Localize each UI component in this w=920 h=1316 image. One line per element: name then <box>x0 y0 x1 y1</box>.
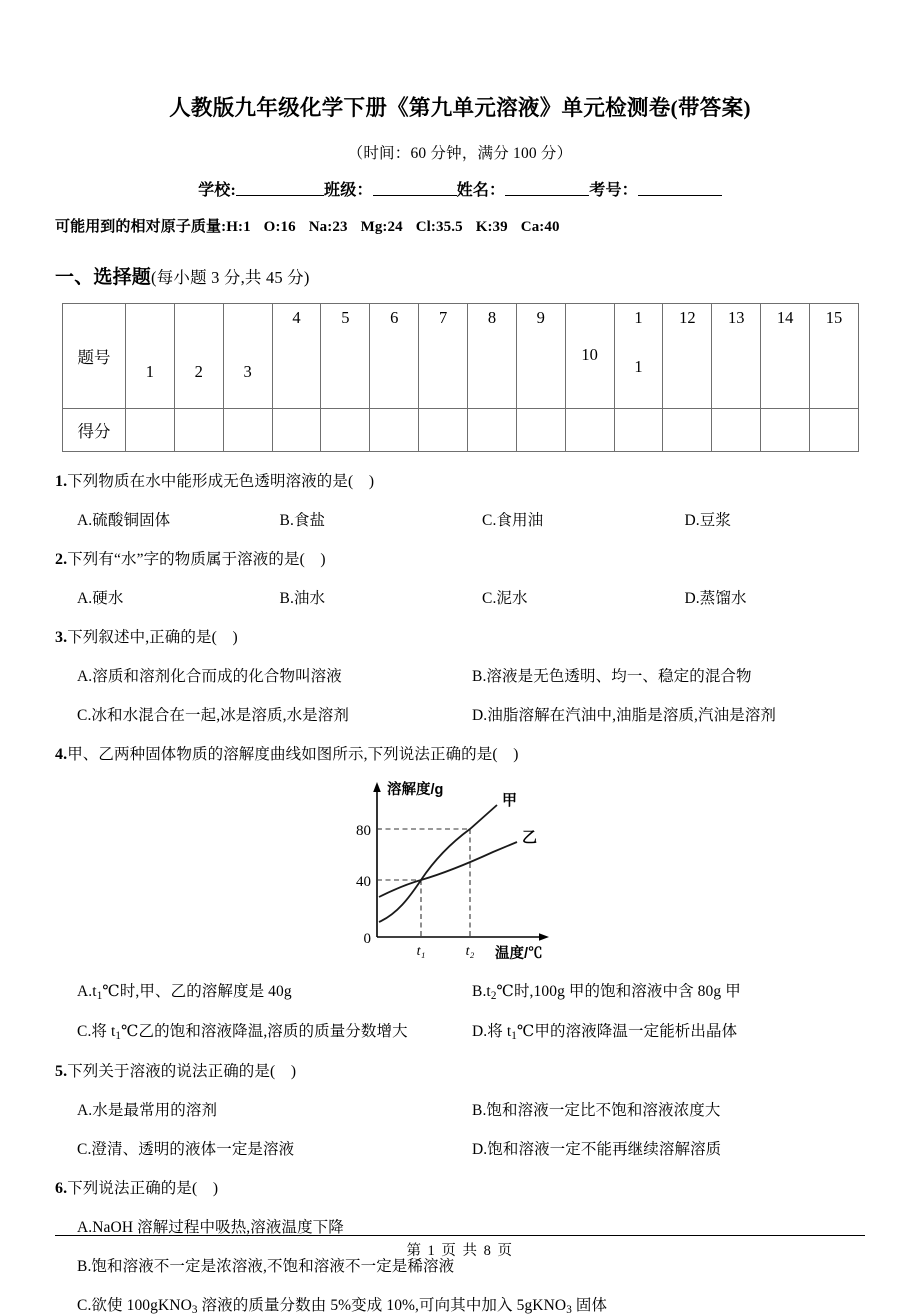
atomic-mass-h: H:1 <box>226 218 251 235</box>
table-row-question-numbers <box>63 303 859 408</box>
question-4-option-b[interactable]: $B.t_2℃$时,100g 甲的饱和溶液中含 80g 甲 <box>472 982 741 1002</box>
atomic-mass-mg: Mg:24 <box>360 218 403 235</box>
question-6-option-b[interactable]: B.饱和溶液不一定是浓溶液,不饱和溶液不一定是稀溶液 <box>77 1258 455 1276</box>
score-cell-10[interactable] <box>565 408 614 451</box>
question-4-text: 甲、乙两种固体物质的溶解度曲线如图所示,下列说法正确的是( ) <box>67 745 519 763</box>
question-number-cell-7: 7 <box>419 303 468 408</box>
score-cell-14[interactable] <box>761 408 810 451</box>
name-label: 姓名： <box>456 181 506 199</box>
question-3-option-d[interactable]: D.油脂溶解在汽油中,油脂是溶质,汽油是溶剂 <box>472 706 777 724</box>
series-label-jia: 甲 <box>502 791 518 809</box>
y-tick-40: 40 <box>356 873 371 890</box>
question-number-cell-8: 8 <box>468 303 517 408</box>
question-3-stem <box>55 608 865 647</box>
school-label: 学校: <box>198 181 237 199</box>
row-label-question-number: 题号 <box>63 303 126 408</box>
question-number-cell-4: 4 <box>272 303 321 408</box>
atomic-mass-prefix: 可能用到的相对原子质量: <box>55 218 227 235</box>
question-3-options <box>55 647 865 725</box>
question-2-option-c[interactable]: C.泥水 <box>482 589 528 607</box>
examid-blank[interactable] <box>638 195 722 196</box>
series-label-yi: 乙 <box>522 828 538 846</box>
question-4-option-a[interactable]: $A.t_1℃$时,甲、乙的溶解度是 40g <box>77 982 292 1002</box>
question-2-option-a[interactable]: A.硬水 <box>77 589 124 607</box>
section-heading-main: 一、选择题 <box>55 266 152 288</box>
question-5-option-a[interactable]: A.水是最常用的溶剂 <box>77 1102 218 1120</box>
question-3-option-c[interactable]: C.冰和水混合在一起,冰是溶质,水是溶剂 <box>77 706 349 724</box>
page-number: 第 1 页 共 8 页 <box>406 1243 514 1259</box>
page-title: 人教版九年级化学下册《第九单元溶液》单元检测卷(带答案) <box>169 96 751 120</box>
question-number-cell-3: 3 <box>223 303 272 408</box>
solubility-curve-figure <box>55 764 865 962</box>
score-cell-6[interactable] <box>370 408 419 451</box>
solubility-chart-svg <box>345 772 575 962</box>
question-1-option-b[interactable]: B.食盐 <box>279 511 326 529</box>
section-heading-sub: (每小题 3 分,共 45 分) <box>151 267 310 287</box>
row-label-score: 得分 <box>63 408 126 451</box>
name-blank[interactable] <box>505 195 589 196</box>
atomic-mass-k: K:39 <box>475 218 508 235</box>
question-5-option-c[interactable]: C.澄清、透明的液体一定是溶液 <box>77 1141 295 1159</box>
question-1-options <box>55 491 865 530</box>
question-number-cell-15: 15 <box>810 303 859 408</box>
question-number-cell-9: 9 <box>516 303 565 408</box>
question-number-cell-1: 1 <box>126 303 175 408</box>
atomic-mass-cl: Cl:35.5 <box>415 218 463 235</box>
question-number-cell-13: 13 <box>712 303 761 408</box>
question-number-cell-12: 12 <box>663 303 712 408</box>
score-cell-12[interactable] <box>663 408 712 451</box>
footer-divider <box>55 1235 865 1236</box>
curve-series-jia <box>379 805 497 922</box>
score-cell-1[interactable] <box>126 408 175 451</box>
x-axis-arrow <box>539 933 549 941</box>
question-3-text: 下列叙述中,正确的是( ) <box>67 628 238 646</box>
question-5-number: 5. <box>55 1063 68 1081</box>
question-5-stem <box>55 1042 865 1081</box>
score-cell-9[interactable] <box>516 408 565 451</box>
x-tick-t1: t₁ <box>416 943 426 959</box>
score-cell-4[interactable] <box>272 408 321 451</box>
y-tick-80: 80 <box>356 822 371 839</box>
score-cell-8[interactable] <box>468 408 517 451</box>
question-1-text: 下列物质在水中能形成无色透明溶液的是( ) <box>67 472 375 490</box>
question-4-option-c[interactable]: C.将 $t_1℃$乙的饱和溶液降温,溶质的质量分数增大 <box>77 1022 408 1043</box>
question-number-cell-11: 1 1 <box>614 303 663 408</box>
question-1-number: 1. <box>55 472 68 490</box>
question-2-stem <box>55 530 865 569</box>
question-number-cell-5: 5 <box>321 303 370 408</box>
score-cell-5[interactable] <box>321 408 370 451</box>
x-axis-label: 温度/℃ <box>495 945 543 962</box>
class-blank[interactable] <box>373 195 457 196</box>
section-heading <box>55 236 865 289</box>
school-blank[interactable] <box>236 195 324 196</box>
question-2-option-d[interactable]: D.蒸馏水 <box>684 589 747 607</box>
question-5-option-d[interactable]: D.饱和溶液一定不能再继续溶解溶质 <box>472 1141 722 1159</box>
y-axis-arrow <box>373 782 381 792</box>
score-cell-11[interactable] <box>614 408 663 451</box>
exam-subtitle: （时间：60 分钟，满分 100 分） <box>347 144 573 162</box>
student-info-line <box>55 163 865 200</box>
question-4-stem <box>55 725 865 764</box>
question-number-cell-14: 14 <box>761 303 810 408</box>
question-2-number: 2. <box>55 550 68 568</box>
y-tick-0: 0 <box>363 930 371 947</box>
examid-label: 考号： <box>589 181 638 199</box>
question-3-option-a[interactable]: A.溶质和溶剂化合而成的化合物叫溶液 <box>77 667 342 685</box>
answer-grid-table <box>62 303 859 452</box>
atomic-mass-line <box>55 200 865 236</box>
question-number-cell-10: 10 <box>565 303 614 408</box>
score-cell-7[interactable] <box>419 408 468 451</box>
question-1-option-d[interactable]: D.豆浆 <box>684 511 731 529</box>
question-2-option-b[interactable]: B.油水 <box>279 589 326 607</box>
curve-series-yi <box>379 842 517 897</box>
question-4-options <box>55 962 865 1042</box>
question-2-options <box>55 569 865 608</box>
question-1-stem <box>55 452 865 491</box>
question-6-text: 下列说法正确的是( ) <box>67 1180 219 1198</box>
atomic-mass-ca: Ca:40 <box>520 218 560 235</box>
question-3-number: 3. <box>55 628 68 646</box>
question-6-stem <box>55 1159 865 1198</box>
question-5-option-b[interactable]: B.饱和溶液一定比不饱和溶液浓度大 <box>472 1102 721 1120</box>
question-3-option-b[interactable]: B.溶液是无色透明、均一、稳定的混合物 <box>472 667 752 685</box>
question-4-option-d[interactable]: D.将 $t_1℃$甲的溶液降温一定能析出晶体 <box>472 1022 738 1043</box>
question-number-cell-6: 6 <box>370 303 419 408</box>
atomic-mass-o: O:16 <box>263 218 296 235</box>
question-2-text: 下列有“水”字的物质属于溶液的是( ) <box>67 550 326 568</box>
question-1-option-c[interactable]: C.食用油 <box>482 511 544 529</box>
x-tick-t2: t₂ <box>465 943 475 959</box>
page-footer <box>0 1235 920 1260</box>
question-6-option-c[interactable]: C.欲使 100gKNO$_3$ 溶液的质量分数由 5%变成 10%,可向其中加入 5gKNO$_3$ 固体 <box>77 1297 608 1316</box>
score-cell-13[interactable] <box>712 408 761 451</box>
score-cell-2[interactable] <box>174 408 223 451</box>
score-cell-3[interactable] <box>223 408 272 451</box>
question-6-number: 6. <box>55 1180 68 1198</box>
class-label: 班级： <box>324 181 373 199</box>
question-4-number: 4. <box>55 745 68 763</box>
score-cell-15[interactable] <box>810 408 859 451</box>
question-5-text: 下列关于溶液的说法正确的是( ) <box>67 1063 297 1081</box>
question-6-option-a[interactable]: A.NaOH 溶解过程中吸热,溶液温度下降 <box>77 1219 344 1237</box>
atomic-mass-na: Na:23 <box>308 218 348 235</box>
y-axis-label: 溶解度/g <box>387 781 444 798</box>
question-number-cell-2: 2 <box>174 303 223 408</box>
question-1-option-a[interactable]: A.硫酸铜固体 <box>77 511 171 529</box>
table-row-scores <box>63 408 859 451</box>
question-5-options <box>55 1081 865 1159</box>
